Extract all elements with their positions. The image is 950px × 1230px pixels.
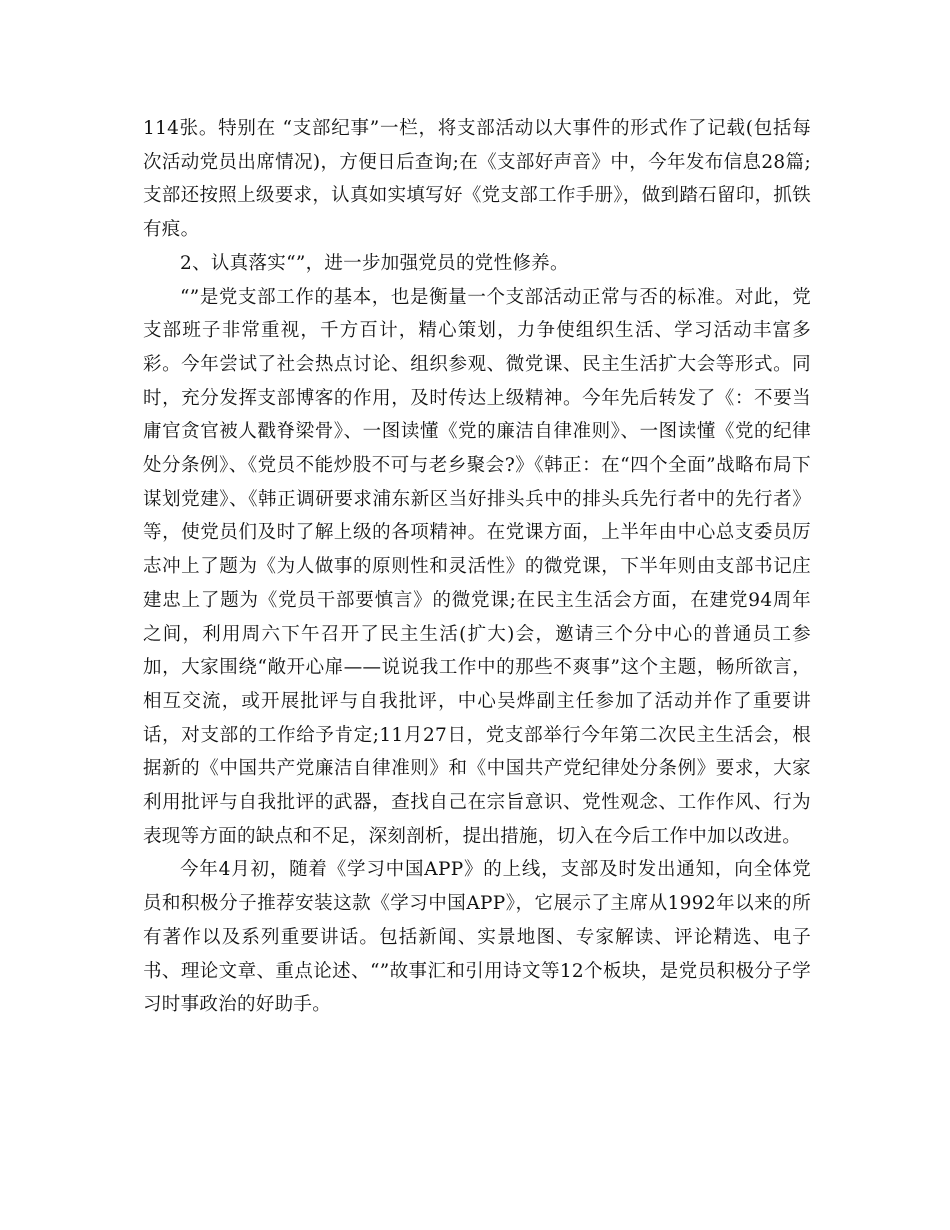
document-page [143,112,811,1022]
paragraph-3: “”是党支部工作的基本，也是衡量一个支部活动正常与否的标准。对此，党支部班子非常重视，千方百计，精心策划，力争使组织生活、学习活动丰富多彩。今年尝试了社会热点讨论、组织参观、微党课、民主生活扩大会等形式。同时，充分发挥支部博客的作用，及时传达上级精神。今年先后转发了《：不要当庸官贪官被人戳脊梁骨》、一图读懂《党的廉洁自律准则》、一图读懂《党的纪律处分条例》、《党员不能炒股不可与老乡聚会?》《韩正：在“四个全面”战略布局下谋划党建》、《韩正调研要求浦东新区当好排头兵中的排头兵先行者中的先行者》等，使党员们及时了解上级的各项精神。在党课方面，上半年由中心总支委员厉志冲上了题为《为人做事的原则性和灵活性》的微党课，下半年则由支部书记庄建忠上了题为《党员干部要慎言》的微党课;在民主生活会方面，在建党94周年之间，利用周六下午召开了民主生活(扩大)会，邀请三个分中心的普通员工参加，大家围绕“敞开心扉——说说我工作中的那些不爽事”这个主题，畅所欲言，相互交流，或开展批评与自我批评，中心吴烨副主任参加了活动并作了重要讲话，对支部的工作给予肯定;11月27日，党支部举行今年第二次民主生活会，根据新的《中国共产党廉洁自律准则》和《中国共产党纪律处分条例》要求，大家利用批评与自我批评的武器，查找自己在宗旨意识、党性观念、工作作风、行为表现等方面的缺点和不足，深刻剖析，提出措施，切入在今后工作中加以改进。 [143,286,811,847]
paragraph-1: 114张。特别在 “支部纪事”一栏，将支部活动以大事件的形式作了记载(包括每次活动党员出席情况)，方便日后查询;在《支部好声音》中，今年发布信息28篇;支部还按照上级要求，认真如实填写好《党支部工作手册》，做到踏石留印，抓铁有痕。 [143,118,811,241]
paragraph-4: 今年4月初，随着《学习中国APP》的上线，支部及时发出通知，向全体党员和积极分子推荐安装这款《学习中国APP》，它展示了主席从1992年以来的所有著作以及系列重要讲话。包括新闻、实景地图、专家解读、评论精选、电子书、理论文章、重点论述、“”故事汇和引用诗文等12个板块，是党员积极分子学习时事政治的好助手。 [143,859,811,1016]
paragraph-2: 2、认真落实“”，进一步加强党员的党性修养。 [180,252,569,274]
